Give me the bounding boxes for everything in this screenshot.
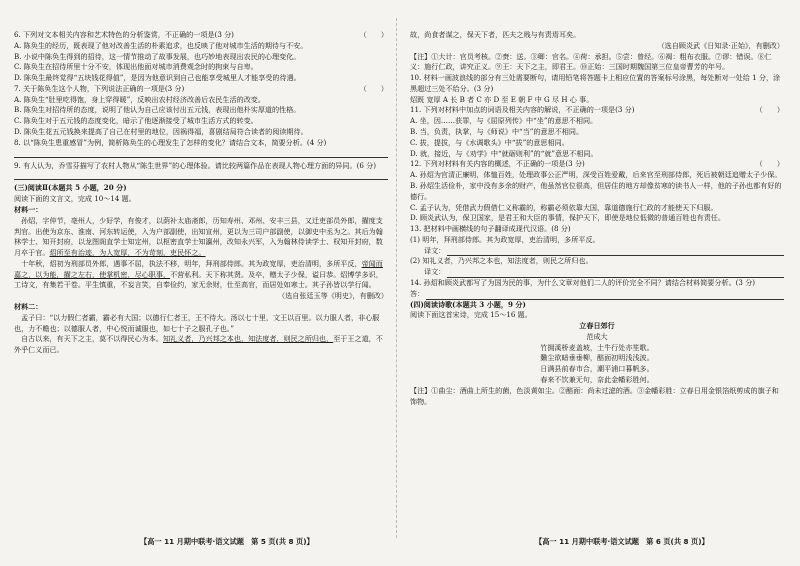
poem-title: 立春日郊行 (579, 321, 615, 331)
section-3-title: (三)阅读Ⅱ(本题共 5 小题，20 分) (14, 183, 127, 193)
q6-option-d: D. 陈奂生最终觉得“五块钱花得值”，是因为他意识到自己也能享受城里人才能享受的待遇。 (14, 73, 301, 83)
q9-answer-line[interactable] (14, 171, 388, 180)
annotation-note-1: 【注】①大计：官员考核。②赍：送。③卿：官名。④荷：承担。⑤尝：曾经。⑥褐：粗布衣服。⑦谬：错误。⑧仁义：施行仁政，讲究正义。⑨王：天下之主，即君王。⑩正始：三国时期魏国第三位皇帝曹芳的年号。 (410, 51, 772, 72)
q12-option-c: C. 孟子认为，凭借武力假借仁义称霸的，称霸必须依靠大国，靠道德施行仁政的才能使天下归服。 (410, 202, 718, 212)
q12-option-b: B. 孙炤生活俭朴，家中没有多余的财产，他虽然官位很高，但居住的地方却像贫寒的读书人一样，他的子孙也都有好的德行。 (410, 180, 782, 201)
right-page (410, 30, 784, 407)
right-page-footer: 【高一 11 月期中联考·语文试题 第 6 页(共 8 页)】 (535, 537, 709, 546)
q11-option-d: D. 就，接近，与《劝学》中“就砺则利”的“就”意思不相同。 (410, 148, 598, 158)
q11-option-b: B. 当，负责，执掌，与《师说》中“当”的意思不相同。 (410, 127, 584, 137)
poem-author: 范成大 (586, 331, 608, 341)
question-11: 11. 下列对材料中加点的词语及相关内容的解说，不正确的一项是(3 分) （ ） (410, 105, 784, 115)
material-1-para-1: 孙炤，字仲节，亳州人，少好学，有俊才，以荫补太庙斋郎，历知寿州、邓州、安丰三县，又迁吏部员外郎，擢度支判官。出使为京东、淮南、河东转运使，入为户部副使，出知宣州，更以为三司户部副使，以御史中丞为之。其后为翰林学士、知开封府，以龙图阁直学士知定州，以枢密直学士知瀛州，改知永兴军，入为翰林侍读学士、权知开封府，数月卒于官。炤所至有治迹，为人宽厚，不为苛刻，吏民怀之。 (14, 215, 383, 258)
question-13: 13. 把材料中画横线的句子翻译成现代汉语。(8 分) (410, 224, 571, 234)
poem-line-2: 麯尘欲暗垂垂柳，醅面初明浅浅波。 (540, 353, 654, 363)
q13-sentence-2: (2) 知礼义者，乃兴邦之本也，知法度者，则民之所归也。 (410, 256, 593, 266)
question-14: 14. 孙炤和顾炎武都写了为国为民的事，为什么文章对他们二人的评价完全不同？请结合材料简要分析。(3 分) (410, 277, 756, 287)
q13-sentence-1: (1) 明年，拜刑部侍郎。其为政宽厚，吏治清明，多所平反。 (410, 234, 600, 244)
q8-answer-line[interactable] (14, 149, 388, 158)
question-7: 7. 关于陈奂生这个人物，下列说法正确的一项是(3 分) （ ） (14, 83, 388, 93)
material-2-source: （选自顾炎武《日知录·正始》，有删改） (657, 40, 784, 50)
q13-1-answer-row[interactable]: 译文： (424, 246, 784, 257)
question-10: 10. 材料一画波浪线的部分有三处需要断句，请用铅笔将答题卡上相应位置的答案标号涂黑，每处断对一处给 1 分，涂黑超过三处不给分。(3 分) (410, 73, 781, 93)
q7-option-b: B. 陈奂生对招待所的态度，说明了他认为自己应该付出五元钱，表现出他朴实厚道的性格。 (14, 105, 301, 115)
q12-option-d: D. 顾炎武认为，保卫国家，是君王和大臣的事情，保护天下，即使是地位低微的普通百姓也有责任。 (410, 213, 725, 223)
poem-line-3: 日满县前春市合，潮平浦口暮帆多。 (540, 364, 654, 374)
question-12: 12. 下列对材料有关内容的概述，不正确的一项是(3 分) （ ） (410, 159, 784, 169)
material-1-source: （选自张廷玉等《明史》，有删改） (278, 291, 388, 301)
section-4-title: (四)阅读诗歌(本题共 3 小题，9 分) (410, 299, 526, 309)
material-2-para-2: 自古以来，有天下之主，莫不以得民心为本。知礼义者，乃兴邦之本也，知法度者，则民之所归也，至于王之道，不外乎仁义而已。 (14, 334, 383, 355)
material-2-continued: 故，尚食者谋之，保天下者，匹夫之贱与有责焉耳矣。 (410, 30, 581, 39)
poem-line-1: 竹拥溪桥麦盖坡，土牛行处亦笙歌。 (540, 342, 654, 352)
q10-segmentation-line: 炤既 宽厚 A 长 B 者 C 亦 D 至 E 朝 F 中 G 尽 H 心 事。 (410, 94, 594, 104)
q7-option-a: A. 陈奂生“肚里吃得饱，身上穿得暖”，反映出农村经济改善后农民生活的改变。 (14, 94, 265, 104)
q7-option-d: D. 陈奂生花五元钱换来提高了自己在村里的地位，因祸得福，喜剧结局符合读者的阅读期待。 (14, 127, 308, 137)
q14-answer-row[interactable]: 答： (410, 289, 784, 300)
q11-option-c: C. 拔，提拔，与《水调歌头》中“拔”的意思相同。 (410, 137, 569, 147)
material-1-para-2: 十年秋，炤初为刑部员外郎，遇事不屈，执法不移，明年，拜刑部侍郎。其为政宽厚，吏治清明，多所平反，帝闻而嘉之，以为能，擢之左右，使掌机密，尽心职事，不营私利。天下称其贤。及卒，赠太子少保，谥曰恭。炤博学多识，工诗文，有集若干卷。平生慎重，不妄言笑，自奉俭约，家无余财，仕至高官，而居处如寒士。其子孙皆以学行闻。 (14, 258, 383, 290)
q6-option-b: B. 小说中陈奂生得到的招待，这一情节推动了故事发展，也巧妙地表现出农民的心理变化。 (14, 51, 301, 61)
left-page (14, 30, 388, 356)
question-9: 9. 有人认为，乔雪芬描写了农村人物从“陈生世界”的心理体验。请比较两篇作品在表现人物心理方面的异同。(6 分) (14, 160, 376, 170)
q12-option-a: A. 孙炤为官清正廉明，体恤百姓，处理政事公正严明，深受百姓爱戴，后来官至刑部侍郎，死后被朝廷追赠太子少保。 (410, 170, 782, 180)
material-1-title: 材料一： (14, 204, 43, 214)
section-4-intro: 阅读下面这首宋诗，完成 15～16 题。 (410, 310, 532, 320)
q11-option-a: A. 坐，因……获罪，与《屈原列传》中“坐”的意思不相同。 (410, 116, 598, 126)
q6-option-a: A. 陈奂生的经历，既表现了他对改善生活的朴素追求，也反映了他对城市生活的期待与不安。 (14, 40, 308, 50)
q7-option-c: C. 陈奂生对于五元钱的态度变化，暗示了他逐渐接受了城市生活方式的转变。 (14, 116, 258, 126)
q13-2-answer-row[interactable]: 译文： (424, 267, 784, 278)
section-3-intro: 阅读下面的文言文，完成 10～14 题。 (14, 194, 136, 204)
left-page-footer: 【高一 11 月期中联考·语文试题 第 5 页(共 8 页)】 (140, 537, 314, 546)
q6-option-c: C. 陈奂生在招待所里十分不安，体现出他面对城市消费观念时的拘束与自卑。 (14, 62, 258, 72)
material-2-title: 材料二： (14, 301, 43, 311)
poem-line-4: 春来不饮兼无句，奈此金幡彩胜何。 (540, 375, 654, 384)
material-2-para-1: 孟子曰：“以力假仁者霸，霸必有大国；以德行仁者王，王不待大。汤以七十里，文王以百里。以力服人者，非心服也，力不赡也；以德服人者，中心悦而诚服也，如七十子之服孔子也。” (14, 312, 380, 333)
annotation-note-2: 【注】①曲尘：酒曲上所生的菌，色淡黄如尘。②醅面：尚未过滤的酒。③金幡彩胜：立春日用金银箔纸剪成的旗子和饰物。 (410, 385, 779, 406)
question-6: 6. 下列对文本相关内容和艺术特色的分析鉴赏，不正确的一项是(3 分) （ ） (14, 30, 388, 39)
page-divider (396, 18, 397, 538)
question-8: 8. 以“陈奂生患重感冒”为例，简析陈奂生的心理发生了怎样的变化？请结合文本，简要分析。(4 分) (14, 137, 327, 147)
